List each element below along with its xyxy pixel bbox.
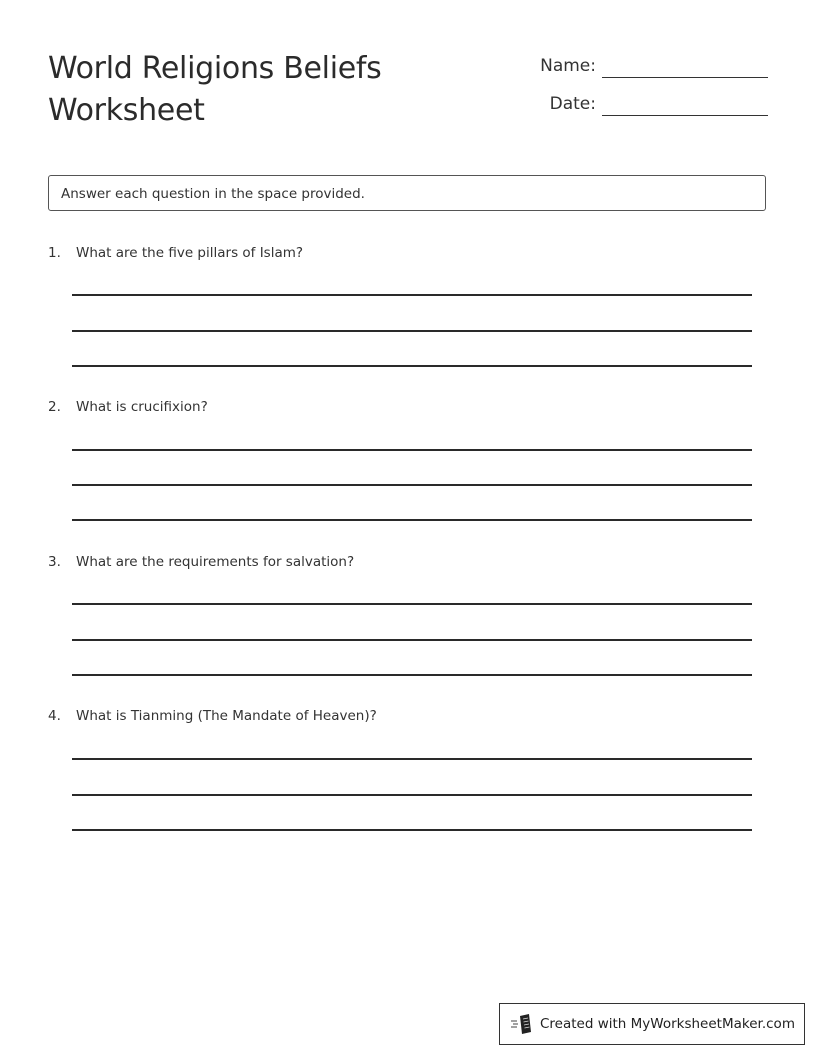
name-input-line[interactable] — [602, 77, 768, 78]
question-2 — [48, 397, 752, 417]
footer-text: Created with MyWorksheetMaker.com — [540, 1016, 795, 1032]
question-text: What is Tianming (The Mandate of Heaven)? — [76, 708, 377, 724]
question-4 — [48, 706, 752, 726]
answer-line[interactable] — [72, 449, 752, 451]
name-field[interactable] — [520, 50, 768, 78]
answer-line[interactable] — [72, 294, 752, 296]
question-number: 3. — [48, 554, 61, 570]
worksheet-maker-logo-icon — [510, 1013, 534, 1035]
question-number: 4. — [48, 708, 61, 724]
date-input-line[interactable] — [602, 115, 768, 116]
answer-line[interactable] — [72, 519, 752, 521]
question-number: 1. — [48, 245, 61, 261]
answer-line[interactable] — [72, 829, 752, 831]
title-line-2: Worksheet — [48, 93, 205, 128]
question-number: 2. — [48, 399, 61, 415]
question-text: What are the requirements for salvation? — [76, 554, 355, 570]
answer-line[interactable] — [72, 484, 752, 486]
date-label: Date: — [549, 94, 596, 114]
page-title — [48, 48, 468, 132]
question-1 — [48, 243, 752, 263]
title-line-1: World Religions Beliefs — [48, 51, 382, 86]
answer-line[interactable] — [72, 758, 752, 760]
answer-line[interactable] — [72, 794, 752, 796]
footer-badge[interactable] — [499, 1003, 805, 1045]
answer-line[interactable] — [72, 639, 752, 641]
answer-line[interactable] — [72, 330, 752, 332]
answer-line[interactable] — [72, 365, 752, 367]
instructions-box: Answer each question in the space provided. — [48, 175, 766, 211]
question-text: What are the five pillars of Islam? — [76, 245, 304, 261]
question-3 — [48, 552, 752, 572]
date-field[interactable] — [520, 88, 768, 116]
answer-line[interactable] — [72, 674, 752, 676]
answer-line[interactable] — [72, 603, 752, 605]
name-label: Name: — [540, 56, 596, 76]
question-text: What is crucifixion? — [76, 399, 208, 415]
